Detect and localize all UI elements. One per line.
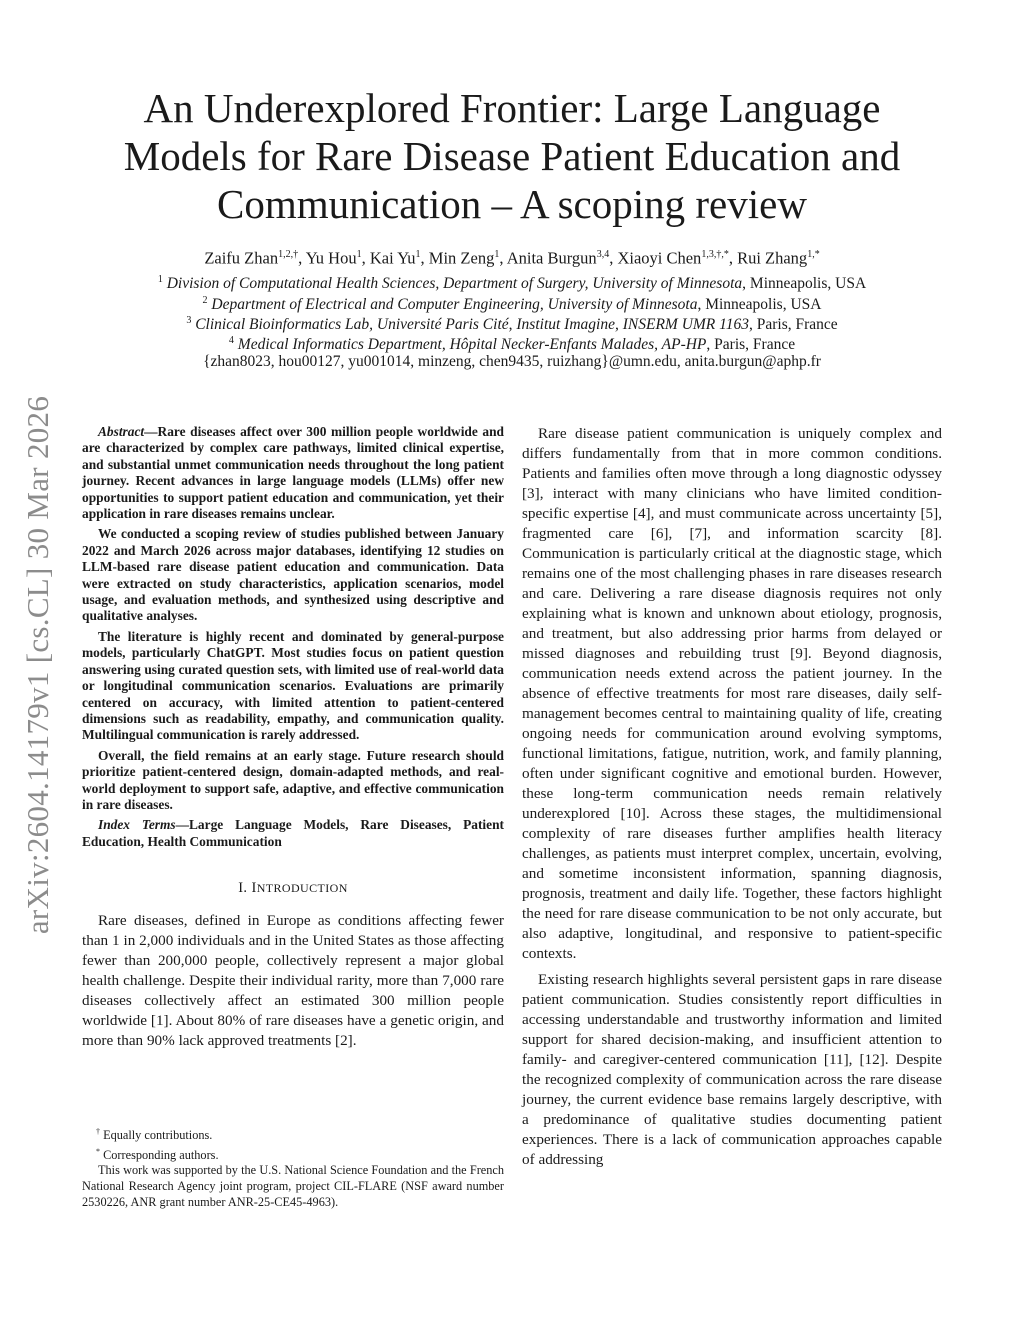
affiliation-dept: Division of Computational Health Sciences, Department of Surgery, University of Minnesota [166, 275, 743, 293]
author-name: Yu Hou [305, 248, 357, 268]
affiliation-number: 4 [228, 335, 234, 346]
affiliation-number: 2 [202, 295, 208, 306]
author-affil: 1,3,†,* [701, 249, 729, 260]
affiliation-location: , Paris, France [749, 316, 838, 334]
right-column [522, 424, 942, 1176]
author-affil: 1 [415, 249, 421, 260]
author-affil: 1,2,† [278, 249, 299, 260]
author-affil: 1 [494, 249, 500, 260]
affiliation-dept: Medical Informatics Department, Hôpital Necker-Enfants Malades, AP-HP [237, 336, 707, 354]
author-affil: 1 [356, 249, 362, 260]
footnote-funding: This work was supported by the U.S. National Science Foundation and the French National Research Agency joint program, project CIL-FLARE (NSF award number 2530226, ANR grant number ANR-25-CE45-4963). [82, 1163, 504, 1209]
affiliation-number: 3 [186, 315, 192, 326]
author-name: Kai Yu [369, 248, 416, 268]
footnote-text: Corresponding authors. [103, 1147, 219, 1162]
section-title-rest: NTRODUCTION [256, 881, 348, 896]
footnote-equal [82, 1124, 504, 1144]
body-paragraph: Rare disease patient communication is uniquely complex and differs fundamentally from that in more common conditions. Patients and families often move through a long diagnostic odyssey [3], interact with many clinicians who have limited condition-specific expertise [4], and must communicate across uncertainty [5], fragmented care [6], [7], and information scarcity [8]. Communication is particularly critical at the diagnostic stage, which remains one of the most challenging phases in rare diseases research and care. Delivering a rare disease diagnosis requires not only explaining what is known and unknown about etiology, prognosis, and treatment, but also addressing prior harms from delayed or missed diagnoses and rebuilding trust [9]. Beyond diagnosis, communication needs extend across the patient journey. In the absence of effective treatments for most rare diseases, daily self-management becomes central to maintaining quality of life, creating ongoing needs for communication around evolving symptoms, functional limitations, fatigue, nutrition, work, and family planning, often under significant cognitive and emotional burden. However, these long-term communication needs remain relatively underexplored [10]. Across these stages, the multidimensional complexity of rare diseases further amplifies health literacy challenges, as patients must interpret complex, uncertain, evolving, and sometime inconsistent information, spanning diagnosis, prognosis, treatment and daily life. Together, these factors highlight the need for rare disease communication to be not only accurate, but also adaptive, longitudinal, and responsive to patient-specific contexts. [522, 425, 942, 962]
abstract-paragraph: Overall, the field remains at an early stage. Future research should prioritize patient-centered design, domain-adapted methods, and real-world deployment to support safe, adaptive, and effective communication in rare diseases. [82, 747, 504, 812]
footnote-mark: † [96, 1127, 100, 1136]
arxiv-stamp [8, 370, 68, 960]
intro-left [82, 911, 504, 1051]
left-column [82, 424, 504, 1057]
footnotes [82, 1124, 504, 1210]
arxiv-id: arXiv:2604.14179v1 [cs.CL] 30 Mar 2026 [20, 395, 55, 935]
abstract-label: Abstract [98, 424, 145, 439]
body-paragraph: Rare diseases, defined in Europe as conditions affecting fewer than 1 in 2,000 individuals and in the United States as those affecting fewer than 200,000 people, collectively represent a major global health challenge. Despite their individual rarity, more than 7,000 rare diseases collectively affect an estimated 300 million people worldwide [1]. About 80% of rare diseases have a genetic origin, and more than 90% lack approved treatments [2]. [82, 912, 504, 1050]
author-list: Zaifu Zhan$^{1,2,\dagger}$, Yu Hou$^1$, Kai Yu$^1$, Min Zeng$^1$, Anita Burgun$^{3,4}$, Xiaoyi Chen$^{1,3,\dagger,*}$, Rui Zhang$^{1,*}$ [204, 248, 820, 268]
affiliation-dept: Clinical Bioinformatics Lab, Université Paris Cité, Institut Imagine, INSERM UMR 1163 [195, 316, 749, 334]
author-emails: {zhan8023, hou00127, yu001014, minzeng, chen9435, ruizhang}@umn.edu, anita.burgun@aphp.fr [203, 353, 821, 370]
index-terms: Large Language Models, Rare Diseases, Patient Education, Health Communication [82, 817, 504, 849]
section-heading [82, 880, 504, 897]
abstract-paragraph: The literature is highly recent and dominated by general-purpose models, particularly ChatGPT. Most studies focus on patient question answering using curated question sets, with limited use of real-world data or longitudinal communication scenarios. Evaluations are primarily centered on accuracy, with limited attention to patient-centered dimensions such as readability, empathy, and communication quality. Multilingual communication is rarely addressed. [82, 628, 504, 743]
section-initial: I [251, 880, 257, 897]
footnote-text: Equally contributions. [103, 1128, 213, 1143]
footnote-mark: * [96, 1146, 100, 1156]
affiliation-location: , Paris, France [706, 336, 796, 354]
index-terms-label: Index Terms [98, 817, 176, 833]
paper-title: An Underexplored Frontier: Large Language Models for Rare Disease Patient Education and Communication – A scoping review [123, 85, 901, 227]
author-name: Anita Burgun [506, 248, 597, 268]
abstract-paragraph: Rare diseases affect over 300 million people worldwide and are characterized by complex care pathways, limited clinical expertise, and substantial unmet communication needs throughout the long patient journey. Recent advances in large language models (LLMs) offer new opportunities to support patient education and communication, yet their application in rare diseases remains unclear. [82, 424, 504, 522]
author-name: Min Zeng [428, 248, 495, 268]
affiliation-dept: Department of Electrical and Computer Engineering, University of Minnesota [211, 296, 698, 314]
author-affil: 1,* [807, 249, 820, 260]
author-name: Rui Zhang [737, 248, 808, 268]
affiliation-number: 1 [157, 274, 163, 285]
affiliation-location: , Minneapolis, USA [697, 296, 822, 314]
author-affil: 3,4 [596, 249, 610, 260]
author-name: Xiaoyi Chen [617, 248, 702, 268]
footnote-corresponding [82, 1144, 504, 1164]
affiliation-location: , Minneapolis, USA [742, 275, 867, 293]
abstract-paragraph: We conducted a scoping review of studies published between January 2022 and March 2026 across major databases, identifying 12 studies on LLM-based rare disease patient education and communication. Data were extracted on study characteristics, application scenarios, model usage, and evaluation methods, and synthesized using descriptive and qualitative analyses. [82, 526, 504, 624]
author-name: Zaifu Zhan [204, 248, 279, 268]
section-numeral: I. [238, 880, 252, 897]
abstract: Abstract—Rare diseases affect over 300 million people worldwide and are characterized by complex care pathways, limited clinical expertise, and substantial unmet communication needs throughout the long patient journey. Recent advances in large language models (LLMs) offer new opportunities to support patient education and communication, yet their application in rare diseases remains unclear. We conducted a scoping review of studies published between January 2022 and March 2026 across major databases, identifying 12 studies on LLM-based rare disease patient education and communication. Data were extracted on study characteristics, application scenarios, model usage, and evaluation methods, and synthesized using descriptive and qualitative analyses. The literature is highly recent and dominated by general-purpose models, particularly ChatGPT. Most studies focus on patient question answering using curated question sets, with limited use of real-world data or longitudinal communication scenarios. Evaluations are primarily centered on accuracy, with limited attention to patient-centered dimensions such as readability, empathy, and communication quality. Multilingual communication is rarely addressed. Overall, the field remains at an early stage. Future research should prioritize patient-centered design, domain-adapted methods, and real-world deployment to support safe, adaptive, and effective communication in rare diseases. Index Terms—Large Language Models, Rare Diseases, Patient Education, Health Communication [82, 424, 504, 849]
body-paragraph: Existing research highlights several persistent gaps in rare disease patient communication. Studies consistently report difficulties in accessing understandable and trustworthy information and limited support for shared decision-making, and insufficient attention to family- and caregiver-centered communication [11], [12]. Despite the recognized complexity of communication across the rare disease journey, the current evidence base remains largely descriptive, with a predominance of qualitative studies documenting patient experiences. There is a lack of communication approaches capable of addressing [522, 971, 942, 1168]
